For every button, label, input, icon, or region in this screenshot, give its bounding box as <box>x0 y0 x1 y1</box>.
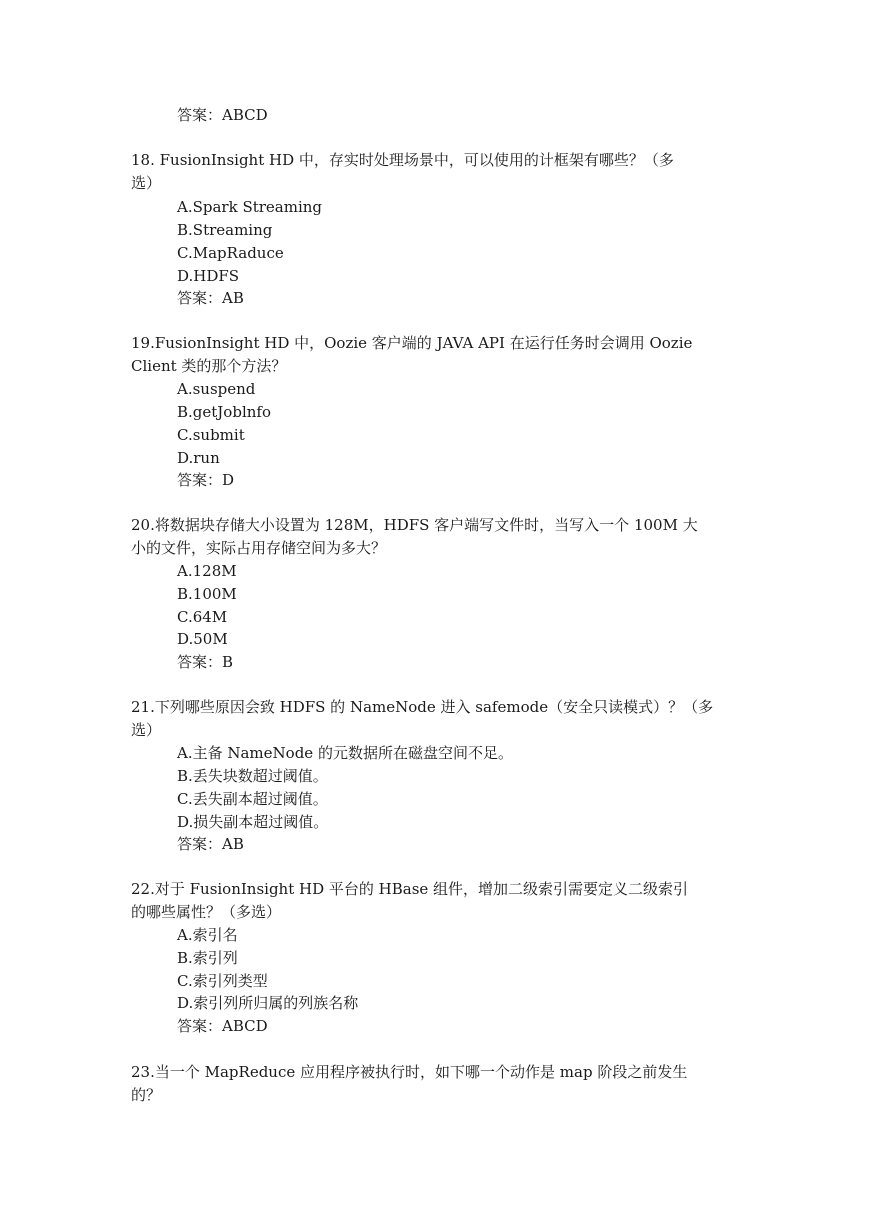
question-20-answer: 答案：B <box>177 653 234 671</box>
question-22-option-a: A.索引名 <box>177 926 238 944</box>
question-22-stem-line1: 22.对于 FusionInsight HD 平台的 HBase 组件，增加二级索引需要定义二级索引 <box>131 880 689 898</box>
question-22-answer: 答案：ABCD <box>177 1017 268 1035</box>
question-21-option-d: D.损失副本超过阈值。 <box>177 813 329 831</box>
question-18-stem-line1: 18. FusionInsight HD 中，存实时处理场景中，可以使用的计框架有哪些？（多 <box>131 151 674 169</box>
question-19-option-b: B.getJoblnfo <box>177 403 271 421</box>
question-23-stem-line2: 的？ <box>131 1086 162 1104</box>
question-19-answer: 答案：D <box>177 471 235 489</box>
question-18-option-b: B.Streaming <box>177 221 273 239</box>
question-22-option-d: D.索引列所归属的列族名称 <box>177 994 359 1012</box>
question-19-option-c: C.submit <box>177 426 245 444</box>
question-21-stem-line1: 21.下列哪些原因会致 HDFS 的 NameNode 进入 safemode（安全只读模式）？（多 <box>131 698 714 716</box>
question-18-option-a: A.Spark Streaming <box>177 198 323 216</box>
question-21-option-b: B.丢失块数超过阈值。 <box>177 767 328 785</box>
question-21-stem-line2: 选） <box>131 721 162 739</box>
previous-answer: 答案：ABCD <box>177 106 268 124</box>
question-18-option-d: D.HDFS <box>177 267 240 285</box>
question-18-stem-line2: 选） <box>131 174 162 192</box>
question-20-option-b: B.100M <box>177 585 237 603</box>
question-22-stem-line2: 的哪些属性？（多选） <box>131 903 282 921</box>
question-20-option-a: A.128M <box>177 562 237 580</box>
question-23-stem-line1: 23.当一个 MapReduce 应用程序被执行时，如下哪一个动作是 map 阶段之前发生 <box>131 1063 688 1081</box>
question-18-option-c: C.MapRaduce <box>177 244 284 262</box>
question-20-option-d: D.50M <box>177 630 228 648</box>
question-22-option-c: C.索引列类型 <box>177 972 268 990</box>
question-19-option-a: A.suspend <box>177 380 256 398</box>
question-19-option-d: D.run <box>177 449 220 467</box>
question-21-option-c: C.丢失副本超过阈值。 <box>177 790 328 808</box>
question-20-stem-line2: 小的文件，实际占用存储空间为多大？ <box>131 539 387 557</box>
question-22-option-b: B.索引列 <box>177 949 238 967</box>
question-20-option-c: C.64M <box>177 608 228 626</box>
question-20-stem-line1: 20.将数据块存储大小设置为 128M，HDFS 客户端写文件时，当写入一个 100M 大 <box>131 516 698 534</box>
question-21-option-a: A.主备 NameNode 的元数据所在磁盘空间不足。 <box>177 744 513 762</box>
question-18-answer: 答案：AB <box>177 289 244 307</box>
question-19-stem-line2: Client 类的那个方法？ <box>131 357 287 375</box>
question-21-answer: 答案：AB <box>177 835 244 853</box>
question-19-stem-line1: 19.FusionInsight HD 中，Oozie 客户端的 JAVA API 在运行任务时会调用 Oozie <box>131 334 693 352</box>
